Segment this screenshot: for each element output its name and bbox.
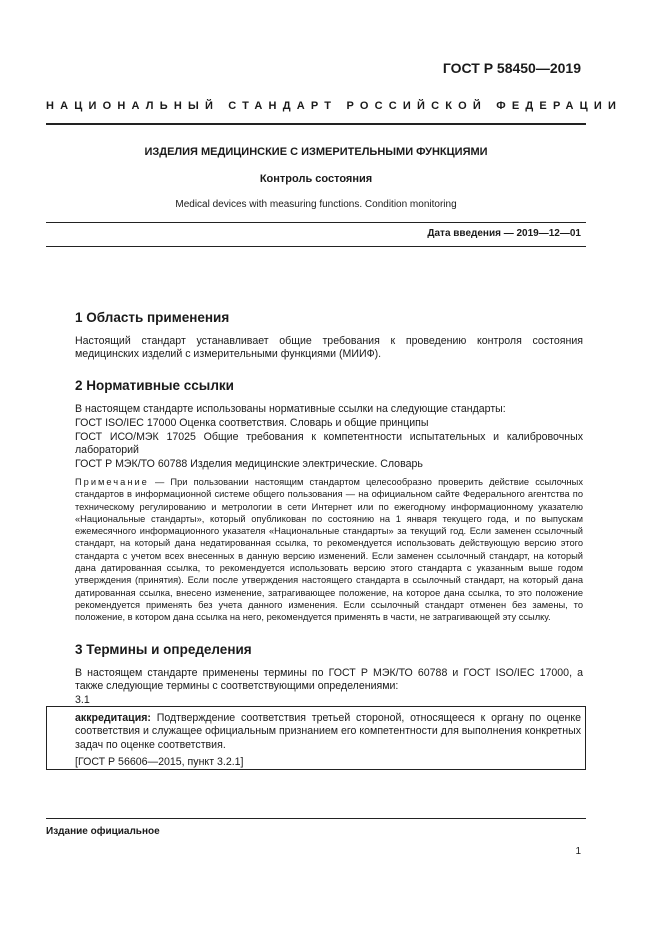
edition-label: Издание официальное <box>46 826 160 837</box>
footer-rule <box>46 818 586 819</box>
page-number: 1 <box>575 846 581 857</box>
note-text: — При пользовании настоящим стандартом целесообразно проверить действие ссылочных стандартов в информационной системе общего пользования — на официальном сайте Федерального агентства по техническому регулированию и метрологии в сети Интернет или по ежегодному информационному указателю «Национальные стандарты», который опубликован по состоянию на 1 января текущего года, и по выпускам ежемесячного информационного указателя «Национальные стандарты» за текущий год. Если заменен ссылочный стандарт, на который дана недатированная ссылка, то рекомендуется использовать действующую версию этого стандарта с учетом всех внесенных в данную версию изменений. Если заменен ссылочный стандарт, на который дана датированная ссылка, то рекомендуется использовать версию этого стандарта с указанным выше годом утверждения (принятия). Если после утверждения настоящего стандарта в ссылочный стандарт, на который дана датированная ссылка, внесено изменение, затрагивающее положение, на которое дана ссылка, то это положение рекомендуется применять без учета данного изменения. Если ссылочный стандарт отменен без замены, то положение, в котором дана ссылка на него, рекомендуется применять в части, не затрагивающей эту ссылку. <box>75 477 583 623</box>
section-3-heading: 3 Термины и определения <box>75 642 252 657</box>
note-tag: Примечание <box>75 477 149 487</box>
section-2-intro: В настоящем стандарте использованы нормативные ссылки на следующие стандарты: <box>75 403 506 415</box>
intro-date: Дата введения — 2019—12—01 <box>427 228 581 239</box>
reference-item: ГОСТ ISO/IEC 17000 Оценка соответствия. Словарь и общие принципы <box>75 417 429 429</box>
term-definition <box>75 712 581 752</box>
term-source: [ГОСТ Р 56606—2015, пункт 3.2.1] <box>75 756 244 768</box>
national-standard-banner: НАЦИОНАЛЬНЫЙ СТАНДАРТ РОССИЙСКОЙ ФЕДЕРАЦИИ <box>46 100 623 112</box>
date-rule <box>46 246 586 247</box>
section-1-heading: 1 Область применения <box>75 310 230 325</box>
section-2-heading: 2 Нормативные ссылки <box>75 378 234 393</box>
term-name: аккредитация: <box>75 712 151 724</box>
header-rule <box>46 123 586 125</box>
reference-note <box>75 476 583 624</box>
document-subtitle: Контроль состояния <box>259 173 373 185</box>
reference-item: ГОСТ Р МЭК/ТО 60788 Изделия медицинские электрические. Словарь <box>75 458 423 470</box>
title-rule <box>46 222 586 223</box>
document-title: ИЗДЕЛИЯ МЕДИЦИНСКИЕ С ИЗМЕРИТЕЛЬНЫМИ ФУНКЦИЯМИ <box>144 146 488 158</box>
document-title-english: Medical devices with measuring functions. Condition monitoring <box>175 199 457 210</box>
section-1-text: Настоящий стандарт устанавливает общие требования к проведению контроля состояния медицинских изделий с измерительными функциями (МИИФ). <box>75 335 583 361</box>
reference-item: ГОСТ ИСО/МЭК 17025 Общие требования к компетентности испытательных и калибровочных лабораторий <box>75 431 583 457</box>
term-definition-text: Подтверждение соответствия третьей стороной, относящееся к органу по оценке соответствия и служащее официальным признанием его компетентности для выполнения конкретных задач по оценке соответствия. <box>75 712 581 751</box>
document-code: ГОСТ Р 58450—2019 <box>442 60 581 76</box>
term-number: 3.1 <box>75 694 90 706</box>
section-3-intro: В настоящем стандарте применены термины по ГОСТ Р МЭК/ТО 60788 и ГОСТ ISO/IEC 17000, а также следующие термины с соответствующими определениями: <box>75 667 583 693</box>
